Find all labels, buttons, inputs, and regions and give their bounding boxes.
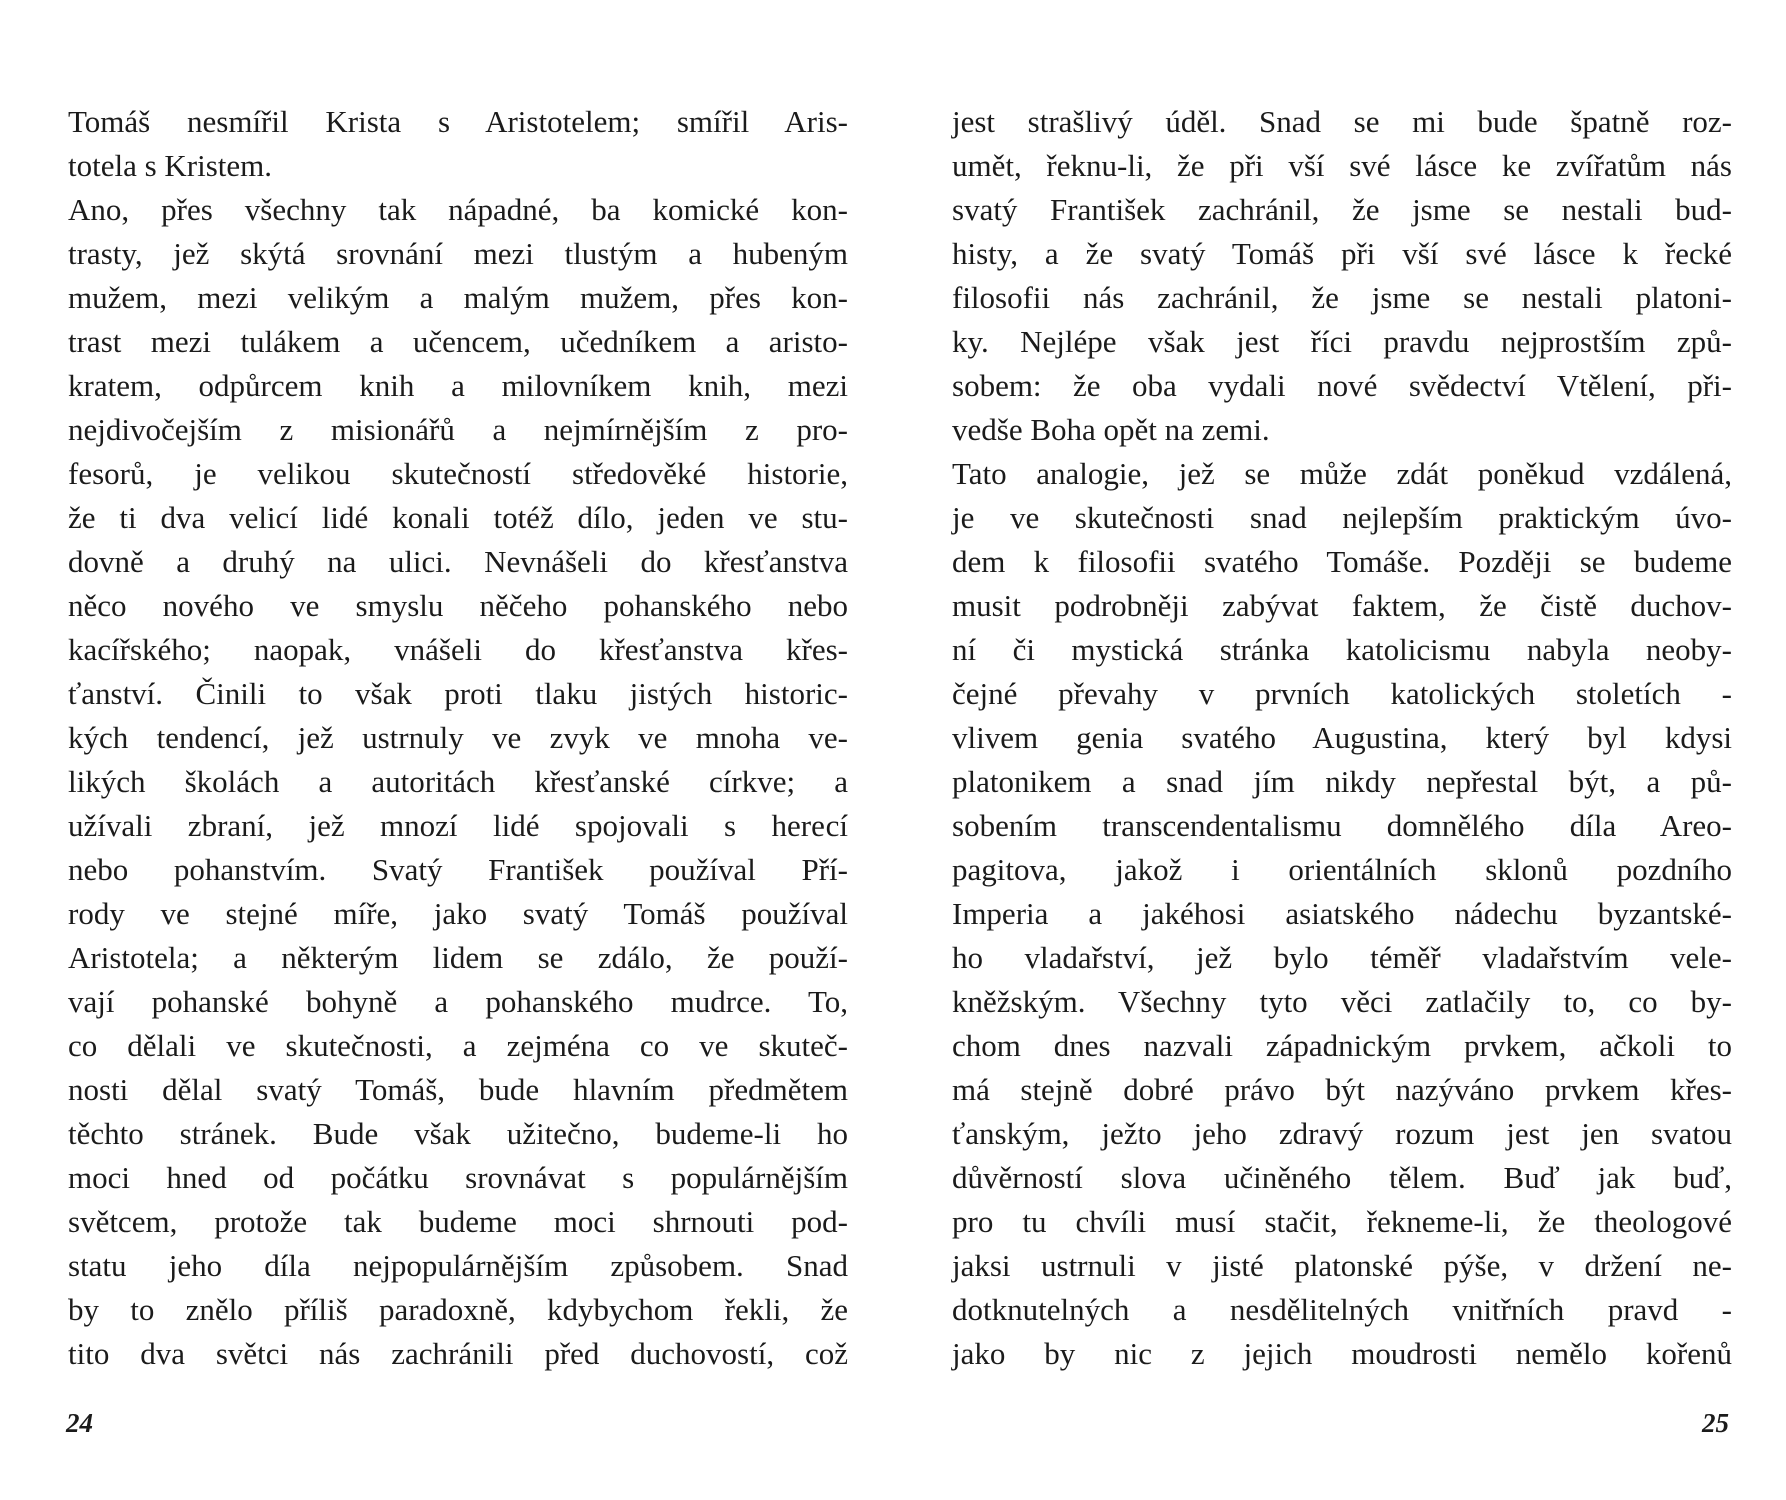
text-line: fesorů, je velikou skutečností středověké historie,: [68, 456, 848, 491]
text-line: filosofii nás zachránil, že jsme se nestali platoni-: [952, 280, 1732, 315]
text-line: trast mezi tulákem a učencem, učedníkem a aristo-: [68, 324, 848, 359]
text-line: Imperia a jakéhosi asiatského nádechu byzantské-: [952, 896, 1732, 931]
text-line: trasty, jež skýtá srovnání mezi tlustým a hubeným: [68, 236, 848, 271]
page-number-right: 25: [1702, 1408, 1729, 1438]
text-line: musit podrobněji zabývat faktem, že čistě duchov-: [952, 588, 1732, 623]
text-line: mužem, mezi velikým a malým mužem, přes kon-: [68, 280, 848, 315]
text-line: jako by nic z jejich moudrosti nemělo kořenů: [952, 1336, 1732, 1371]
text-line: Aristotela; a některým lidem se zdálo, že použí-: [68, 940, 848, 975]
text-line: nosti dělal svatý Tomáš, bude hlavním předmětem: [68, 1072, 848, 1107]
text-line: ho vladařství, jež bylo téměř vladařstvím vele-: [952, 940, 1732, 975]
text-line: sobem: že oba vydali nové svědectví Vtělení, při-: [952, 368, 1732, 403]
text-line: moci hned od počátku srovnávat s populárnějším: [68, 1160, 848, 1195]
text-line: ní či mystická stránka katolicismu nabyla neoby-: [952, 632, 1732, 667]
text-line: něco nového ve smyslu něčeho pohanského nebo: [68, 588, 848, 623]
text-line: ťanským, ježto jeho zdravý rozum jest jen svatou: [952, 1116, 1732, 1151]
text-line: pagitova, jakož i orientálních sklonů pozdního: [952, 852, 1732, 887]
text-line: těchto stránek. Bude však užitečno, budeme-li ho: [68, 1116, 848, 1151]
text-line: vedše Boha opět na zemi.: [952, 412, 1270, 447]
text-line: platonikem a snad jím nikdy nepřestal být, a pů-: [952, 764, 1732, 799]
text-line: histy, a že svatý Tomáš při vší své lásce k řecké: [952, 236, 1732, 271]
page-number-left: 24: [66, 1408, 93, 1438]
text-line: svatý František zachránil, že jsme se nestali bud-: [952, 192, 1732, 227]
text-line: Tato analogie, jež se může zdát poněkud vzdálená,: [952, 456, 1732, 491]
text-line: totela s Kristem.: [68, 148, 273, 183]
text-line: co dělali ve skutečnosti, a zejména co ve skuteč-: [68, 1028, 848, 1063]
text-line: čejné převahy v prvních katolických stoletích -: [952, 676, 1732, 711]
text-line: dotknutelných a nesdělitelných vnitřních pravd -: [952, 1292, 1732, 1327]
text-line: kněžským. Všechny tyto věci zatlačily to, co by-: [952, 984, 1732, 1019]
text-line: vlivem genia svatého Augustina, který byl kdysi: [952, 720, 1732, 755]
text-line: důvěrností slova učiněného tělem. Buď jak buď,: [952, 1160, 1732, 1195]
text-line: umět, řeknu-li, že při vší své lásce ke zvířatům nás: [952, 148, 1732, 183]
text-line: Tomáš nesmířil Krista s Aristotelem; smířil Aris-: [68, 104, 848, 139]
right-page-text: [952, 100, 1732, 1376]
text-line: jest strašlivý úděl. Snad se mi bude špatně roz-: [952, 104, 1732, 139]
left-page-text: [68, 100, 848, 1376]
text-line: nebo pohanstvím. Svatý František používal Pří-: [68, 852, 848, 887]
text-line: dem k filosofii svatého Tomáše. Později se budeme: [952, 544, 1732, 579]
text-line: likých školách a autoritách křesťanské církve; a: [68, 764, 848, 799]
text-line: že ti dva velicí lidé konali totéž dílo, jeden ve stu-: [68, 500, 848, 535]
text-line: kacířského; naopak, vnášeli do křesťanstva křes-: [68, 632, 848, 667]
text-line: vají pohanské bohyně a pohanského mudrce. To,: [68, 984, 848, 1019]
text-line: pro tu chvíli musí stačit, řekneme-li, že theologové: [952, 1204, 1732, 1239]
text-line: ky. Nejlépe však jest říci pravdu nejprostším způ-: [952, 324, 1732, 359]
text-line: kratem, odpůrcem knih a milovníkem knih, mezi: [68, 368, 848, 403]
text-line: jaksi ustrnuli v jisté platonské pýše, v držení ne-: [952, 1248, 1732, 1283]
text-line: kých tendencí, jež ustrnuly ve zvyk ve mnoha ve-: [68, 720, 848, 755]
text-line: je ve skutečnosti snad nejlepším praktickým úvo-: [952, 500, 1732, 535]
text-line: nejdivočejším z misionářů a nejmírnějším z pro-: [68, 412, 848, 447]
text-line: rody ve stejné míře, jako svatý Tomáš používal: [68, 896, 848, 931]
text-line: Ano, přes všechny tak nápadné, ba komické kon-: [68, 192, 848, 227]
text-line: chom dnes nazvali západnickým prvkem, ačkoli to: [952, 1028, 1732, 1063]
text-line: tito dva světci nás zachránili před duchovostí, což: [68, 1336, 848, 1371]
text-line: statu jeho díla nejpopulárnějším způsobem. Snad: [68, 1248, 848, 1283]
text-line: užívali zbraní, jež mnozí lidé spojovali s herесí: [68, 808, 848, 843]
text-line: má stejně dobré právo být nazýváno prvkem křes-: [952, 1072, 1732, 1107]
text-line: dovně a druhý na ulici. Nevnášeli do křesťanstva: [68, 544, 848, 579]
text-line: světcem, protože tak budeme moci shrnouti pod-: [68, 1204, 848, 1239]
text-line: sobením transcendentalismu domnělého díla Areo-: [952, 808, 1732, 843]
text-line: by to znělo příliš paradoxně, kdybychom řekli, že: [68, 1292, 848, 1327]
text-line: ťanství. Činili to však proti tlaku jistých historic-: [68, 676, 848, 711]
